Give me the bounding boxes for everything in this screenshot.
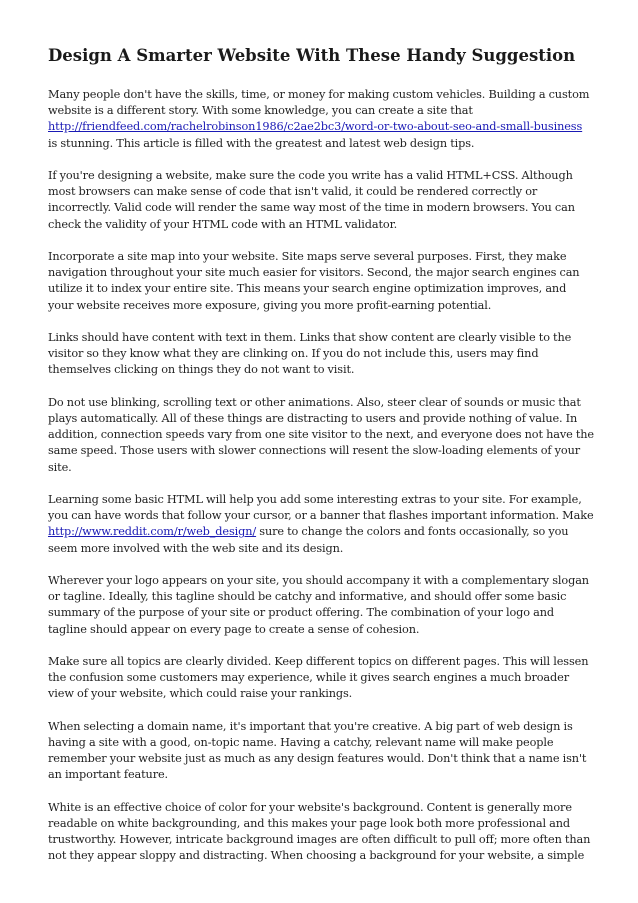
reddit-link[interactable]: http://www.reddit.com/r/web_design/ [48, 525, 257, 539]
friendfeed-link[interactable]: http://friendfeed.com/rachelrobinson1986/c2ae2bc3/word-or-two-about-seo-and-small-business [48, 120, 583, 134]
paragraph-6 [48, 492, 594, 557]
paragraph-4: Links should have content with text in them. Links that show content are clearly visible to the visitor so they know what they are clinking on. If you do not include this, users may find themselves clicking on things they do not want to visit. [48, 331, 572, 377]
paragraph-text: Many people don't have the skills, time, or money for making custom vehicles. Building a custom website is a different story. With some knowledge, you can create a site that [48, 88, 590, 118]
page-title: Design A Smarter Website With These Handy Suggestion [48, 46, 576, 65]
paragraph-3: Incorporate a site map into your website. Site maps serve several purposes. First, they make navigation throughout your site much easier for visitors. Second, the major search engines can utilize it to index your entire site. This means your search engine optimization improves, and your website receives more exposure, giving you more profit-earning potential. [48, 250, 580, 312]
paragraph-text: is stunning. This article is filled with the greatest and latest web design tips. [48, 136, 475, 150]
paragraph-5: Do not use blinking, scrolling text or other animations. Also, steer clear of sounds or music that plays automatically. All of these things are distracting to users and provide nothing of value. In addition, connection speeds vary from one site visitor to the next, and everyone does not have the same speed. Those users with slower connections will resent the slow-loading elements of your site. [48, 395, 594, 474]
paragraph-2: If you're designing a website, make sure the code you write has a valid HTML+CSS. Although most browsers can make sense of code that isn't valid, it could be rendered correctly or incorrectly. Valid code will render the same way most of the time in modern browsers. You can check the validity of your HTML code with an HTML validator. [48, 169, 575, 231]
paragraph-8: Make sure all topics are clearly divided. Keep different topics on different pages. This will lessen the confusion some customers may experience, while it gives search engines a much broader view of your website, which could raise your rankings. [48, 655, 589, 701]
paragraph-text: sure to change the colors and fonts occasionally, so you seem more involved with the web site and its design. [48, 525, 569, 555]
paragraph-1 [48, 87, 594, 152]
paragraph-text: Learning some basic HTML will help you add some interesting extras to your site. For example, you can have words that follow your cursor, or a banner that flashes important information. Make [48, 493, 594, 523]
paragraph-10: White is an effective choice of color for your website's background. Content is generally more readable on white backgrounding, and this makes your page look both more professional and trustworthy. However, intricate background images are often difficult to pull off; more often than not they appear sloppy and distracting. When choosing a background for your website, a simple [48, 800, 591, 863]
paragraph-7: Wherever your logo appears on your site, you should accompany it with a complementary slogan or tagline. Ideally, this tagline should be catchy and informative, and should offer some basic summary of the purpose of your site or product offering. The combination of your logo and tagline should appear on every page to create a sense of cohesion. [48, 574, 589, 636]
paragraph-9: When selecting a domain name, it's important that you're creative. A big part of web design is having a site with a good, on-topic name. Having a catchy, relevant name will make people remember your website just as much as any design features would. Don't think that a name isn't an important feature. [48, 719, 587, 782]
